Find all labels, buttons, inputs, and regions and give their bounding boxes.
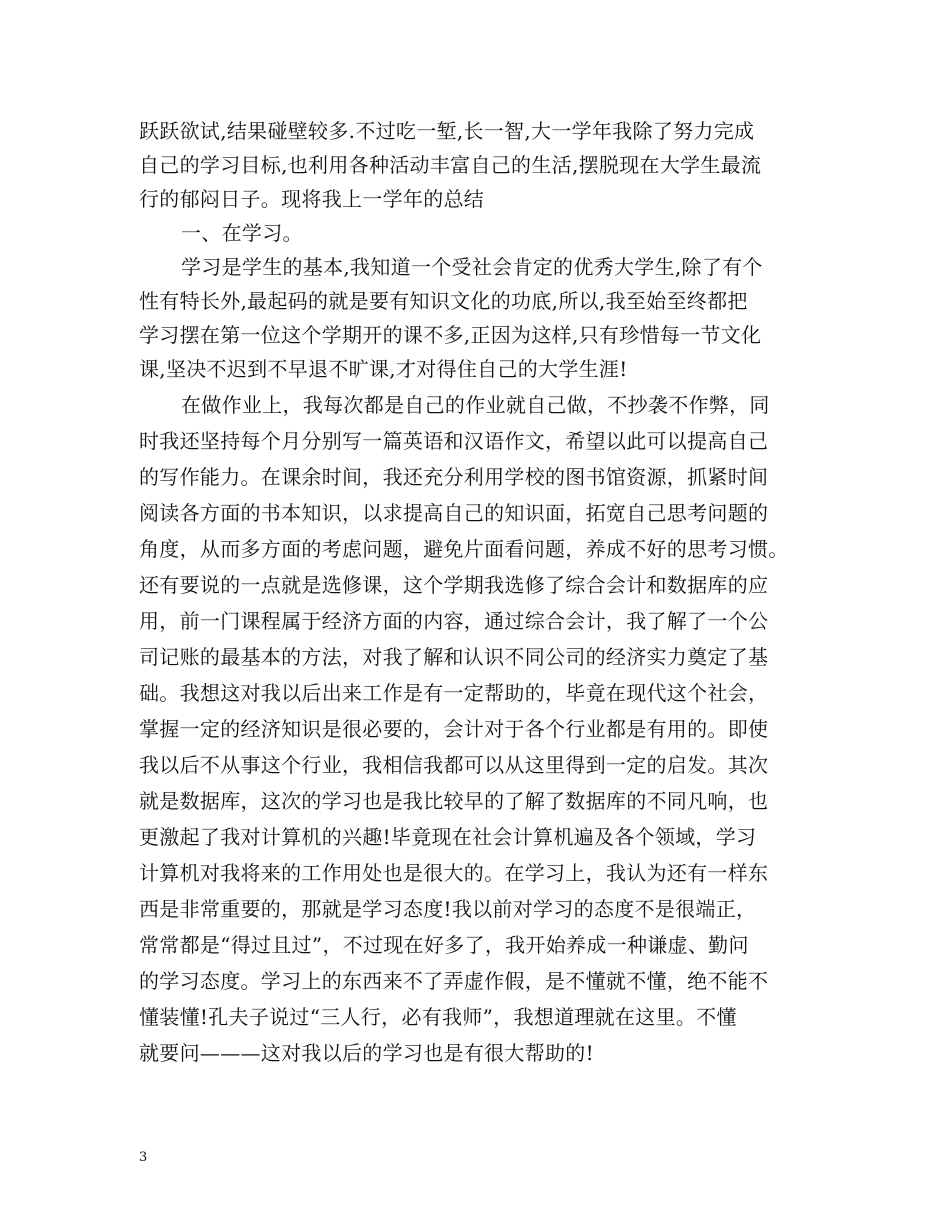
text-line: 计算机对我将来的工作用处也是很大的。在学习上，我认为还有一样东 [139,861,769,885]
text-line: 时我还坚持每个月分别写一篇英语和汉语作文，希望以此可以提高自己 [139,429,769,453]
section-heading: 一、在学习。 [181,221,303,245]
text-line: 就是数据库，这次的学习也是我比较早的了解了数据库的不同凡响，也 [139,789,769,813]
text-line: 性有特长外,最起码的就是要有知识文化的功底,所以,我至始至终都把 [139,289,748,313]
text-line: 学习摆在第一位这个学期开的课不多,正因为这样,只有珍惜每一节文化 [139,323,762,347]
text-line: 掌握一定的经济知识是很必要的，会计对于各个行业都是有用的。即使 [139,717,769,741]
text-line: 跃跃欲试,结果碰壁较多.不过吃一堑,长一智,大一学年我除了努力完成 [139,119,755,143]
text-line: 常常都是“得过且过”，不过现在好多了，我开始养成一种谦虚、勤问 [139,933,749,957]
text-line: 课,坚决不迟到不早退不旷课,才对得住自己的大学生涯! [139,357,628,381]
text-line: 的学习态度。学习上的东西来不了弄虚作假，是不懂就不懂，绝不能不 [139,969,769,993]
text-line: 础。我想这对我以后出来工作是有一定帮助的，毕竟在现代这个社会， [139,681,769,705]
text-line: 学习是学生的基本,我知道一个受社会肯定的优秀大学生,除了有个 [181,255,763,279]
text-line: 就要问———这对我以后的学习也是有很大帮助的! [139,1041,594,1065]
text-line: 在做作业上，我每次都是自己的作业就自己做，不抄袭不作弊，同 [181,393,770,417]
text-line: 西是非常重要的，那就是学习态度!我以前对学习的态度不是很端正， [139,897,757,921]
text-line: 我以后不从事这个行业，我相信我都可以从这里得到一定的启发。其次 [139,753,769,777]
text-line: 更激起了我对计算机的兴趣!毕竟现在社会计算机遍及各个领域，学习 [139,825,757,849]
text-line: 用，前一门课程属于经济方面的内容，通过综合会计，我了解了一个公 [139,609,769,633]
text-line: 还有要说的一点就是选修课，这个学期我选修了综合会计和数据库的应 [139,573,769,597]
text-line: 自己的学习目标,也利用各种活动丰富自己的生活,摆脱现在大学生最流 [139,153,762,177]
text-line: 的写作能力。在课余时间，我还充分利用学校的图书馆资源，抓紧时间 [139,465,769,489]
text-line: 角度，从而多方面的考虑问题，避免片面看问题，养成不好的思考习惯。 [139,537,789,561]
text-line: 行的郁闷日子。现将我上一学年的总结 [139,187,485,211]
text-line: 司记账的最基本的方法，对我了解和认识不同公司的经济实力奠定了基 [139,645,769,669]
text-line: 懂装懂!孔夫子说过“三人行，必有我师”，我想道理就在这里。不懂 [139,1005,737,1029]
page-number: 3 [139,1150,148,1165]
text-line: 阅读各方面的书本知识，以求提高自己的知识面，拓宽自己思考问题的 [139,501,769,525]
